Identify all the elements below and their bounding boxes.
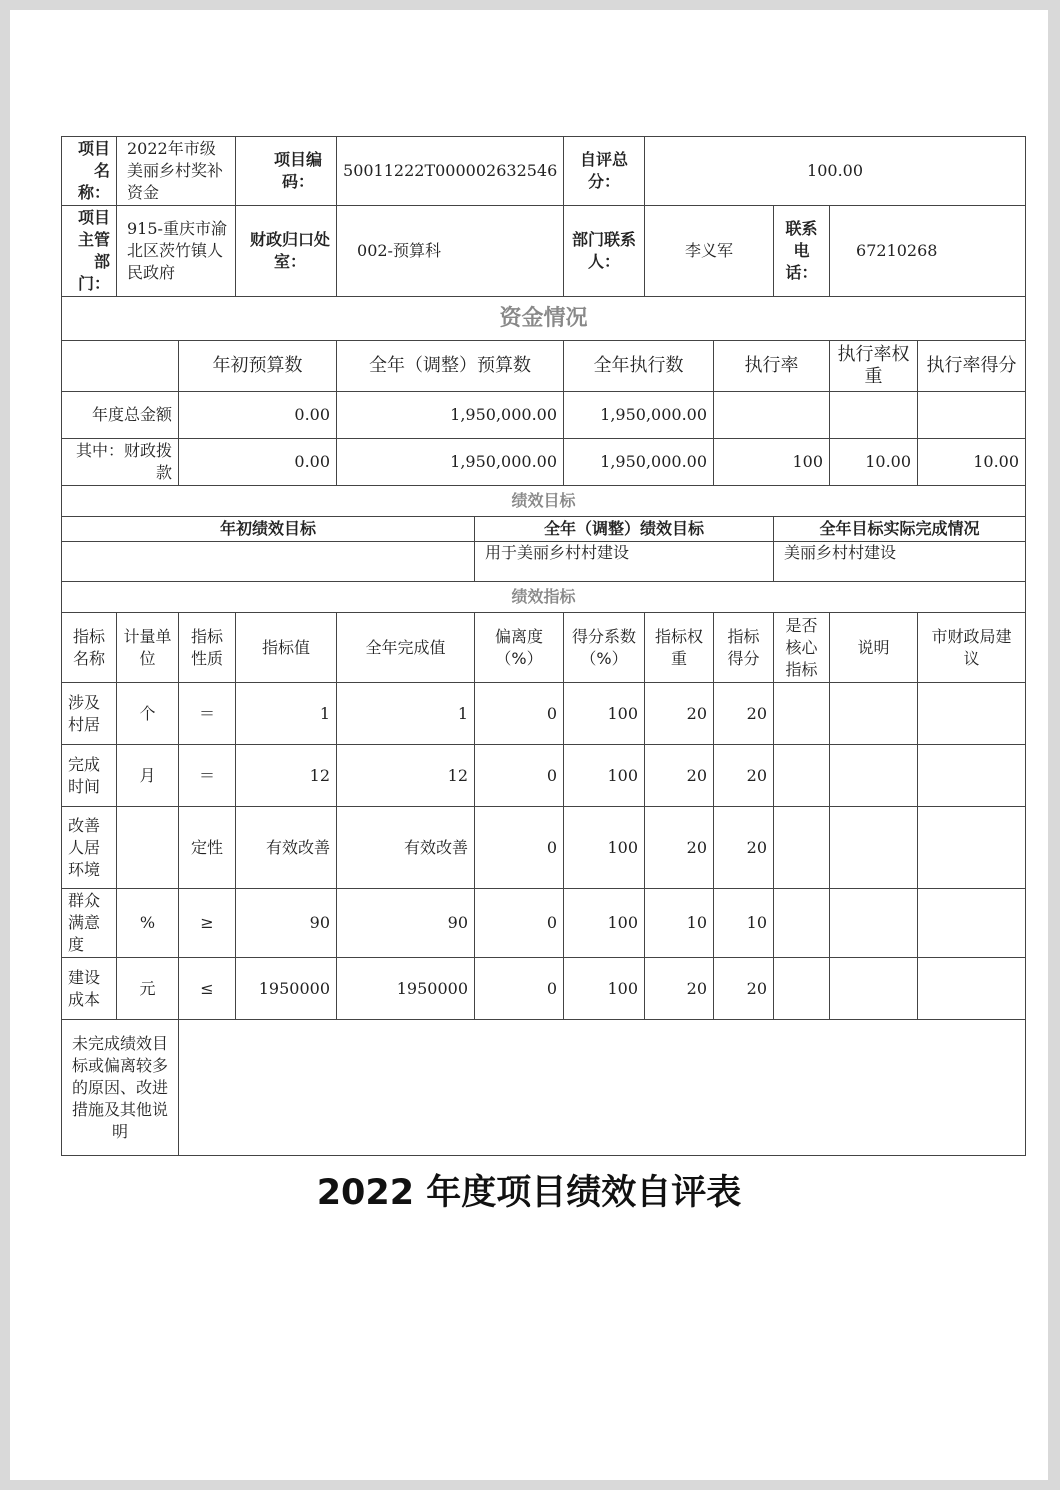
ind-advice (918, 889, 1026, 958)
ind-actual: 1 (337, 683, 475, 745)
ind-weight: 20 (645, 958, 714, 1020)
funds-weight: 10.00 (830, 439, 918, 486)
finance-office-label: 财政归口处室： (236, 206, 337, 297)
ind-col-unit: 计量单位 (117, 613, 179, 683)
ind-name: 涉及村居 (62, 683, 117, 745)
ind-deviation: 0 (475, 745, 564, 807)
ind-advice (918, 958, 1026, 1020)
ind-score: 10 (714, 889, 774, 958)
ind-advice (918, 807, 1026, 889)
funds-initial: 0.00 (179, 439, 337, 486)
ind-core (774, 683, 830, 745)
ind-target: 12 (236, 745, 337, 807)
ind-weight: 10 (645, 889, 714, 958)
ind-note (830, 807, 918, 889)
contact-label: 部门联系人： (564, 206, 645, 297)
ind-name: 建设成本 (62, 958, 117, 1020)
ind-unit: % (117, 889, 179, 958)
ind-deviation: 0 (475, 958, 564, 1020)
ind-core (774, 958, 830, 1020)
dept-label: 项目主管部门： (62, 206, 117, 297)
ind-col-nature: 指标性质 (179, 613, 236, 683)
ind-coef: 100 (564, 807, 645, 889)
phone-label: 联系电话： (774, 206, 830, 297)
funds-weight (830, 392, 918, 439)
goals-section-title: 绩效目标 (62, 486, 1026, 517)
ind-advice (918, 745, 1026, 807)
dept: 915-重庆市渝北区茨竹镇人民政府 (117, 206, 236, 297)
funds-col-weight: 执行率权重 (830, 341, 918, 392)
explanation-text (179, 1020, 1026, 1156)
funds-adjusted: 1,950,000.00 (337, 439, 564, 486)
ind-coef: 100 (564, 745, 645, 807)
ind-weight: 20 (645, 745, 714, 807)
funds-rate (714, 392, 830, 439)
finance-office: 002-预算科 (337, 206, 564, 297)
funds-col-initial: 年初预算数 (179, 341, 337, 392)
document-page (10, 10, 1048, 1480)
funds-executed: 1,950,000.00 (564, 392, 714, 439)
ind-unit: 个 (117, 683, 179, 745)
funds-initial: 0.00 (179, 392, 337, 439)
ind-score: 20 (714, 807, 774, 889)
indicator-row (62, 958, 1026, 1020)
goals-col-adjusted: 全年（调整）绩效目标 (475, 517, 774, 542)
ind-col-actual: 全年完成值 (337, 613, 475, 683)
ind-nature: ≥ (179, 889, 236, 958)
ind-score: 20 (714, 745, 774, 807)
document-title: 2022 年度项目绩效自评表 (316, 1173, 742, 1213)
goals-adjusted: 用于美丽乡村村建设 (475, 542, 774, 582)
indicator-row (62, 745, 1026, 807)
ind-col-target: 指标值 (236, 613, 337, 683)
ind-note (830, 889, 918, 958)
ind-deviation: 0 (475, 889, 564, 958)
ind-core (774, 745, 830, 807)
project-code-label: 项目编码： (236, 137, 337, 206)
ind-actual: 1950000 (337, 958, 475, 1020)
ind-unit: 元 (117, 958, 179, 1020)
ind-col-advice: 市财政局建议 (918, 613, 1026, 683)
funds-row-label: 其中：财政拨款 (62, 439, 179, 486)
ind-actual: 有效改善 (337, 807, 475, 889)
goals-col-initial: 年初绩效目标 (62, 517, 475, 542)
ind-coef: 100 (564, 958, 645, 1020)
funds-row-label: 年度总金额 (62, 392, 179, 439)
ind-col-deviation: 偏离度（%） (475, 613, 564, 683)
ind-name: 群众满意度 (62, 889, 117, 958)
ind-col-core: 是否核心指标 (774, 613, 830, 683)
ind-score: 20 (714, 683, 774, 745)
ind-weight: 20 (645, 683, 714, 745)
ind-actual: 12 (337, 745, 475, 807)
ind-core (774, 889, 830, 958)
ind-core (774, 807, 830, 889)
ind-name: 完成时间 (62, 745, 117, 807)
ind-target: 有效改善 (236, 807, 337, 889)
explanation-label: 未完成绩效目标或偏离较多的原因、改进措施及其他说明 (62, 1020, 179, 1156)
funds-col-executed: 全年执行数 (564, 341, 714, 392)
ind-weight: 20 (645, 807, 714, 889)
self-score-label: 自评总分： (564, 137, 645, 206)
funds-rate: 100 (714, 439, 830, 486)
ind-nature: ≤ (179, 958, 236, 1020)
funds-executed: 1,950,000.00 (564, 439, 714, 486)
ind-nature: 定性 (179, 807, 236, 889)
indicators-section-title: 绩效指标 (62, 582, 1026, 613)
indicator-row (62, 683, 1026, 745)
indicator-row (62, 889, 1026, 958)
funds-corner (62, 341, 179, 392)
ind-deviation: 0 (475, 807, 564, 889)
ind-col-score: 指标得分 (714, 613, 774, 683)
funds-section-title: 资金情况 (62, 297, 1026, 341)
funds-score (918, 392, 1026, 439)
ind-nature: ＝ (179, 745, 236, 807)
ind-col-note: 说明 (830, 613, 918, 683)
indicator-row (62, 807, 1026, 889)
project-code: 50011222T000002632546 (337, 137, 564, 206)
ind-actual: 90 (337, 889, 475, 958)
ind-name: 改善人居环境 (62, 807, 117, 889)
ind-advice (918, 683, 1026, 745)
ind-coef: 100 (564, 889, 645, 958)
evaluation-table (61, 136, 1026, 1156)
goals-col-actual: 全年目标实际完成情况 (774, 517, 1026, 542)
funds-score: 10.00 (918, 439, 1026, 486)
ind-col-name: 指标名称 (62, 613, 117, 683)
ind-unit (117, 807, 179, 889)
project-name: 2022年市级美丽乡村奖补资金 (117, 137, 236, 206)
ind-target: 1950000 (236, 958, 337, 1020)
ind-col-weight: 指标权重 (645, 613, 714, 683)
ind-note (830, 958, 918, 1020)
ind-target: 1 (236, 683, 337, 745)
project-name-label: 项目名称： (62, 137, 117, 206)
self-score: 100.00 (645, 137, 1026, 206)
ind-nature: ＝ (179, 683, 236, 745)
ind-deviation: 0 (475, 683, 564, 745)
goals-actual: 美丽乡村村建设 (774, 542, 1026, 582)
funds-col-rate: 执行率 (714, 341, 830, 392)
ind-coef: 100 (564, 683, 645, 745)
funds-col-score: 执行率得分 (918, 341, 1026, 392)
contact: 李义军 (645, 206, 774, 297)
ind-target: 90 (236, 889, 337, 958)
ind-score: 20 (714, 958, 774, 1020)
ind-note (830, 683, 918, 745)
ind-col-coef: 得分系数（%） (564, 613, 645, 683)
ind-note (830, 745, 918, 807)
ind-unit: 月 (117, 745, 179, 807)
goals-initial (62, 542, 475, 582)
phone: 67210268 (830, 206, 1026, 297)
funds-col-adjusted: 全年（调整）预算数 (337, 341, 564, 392)
funds-adjusted: 1,950,000.00 (337, 392, 564, 439)
